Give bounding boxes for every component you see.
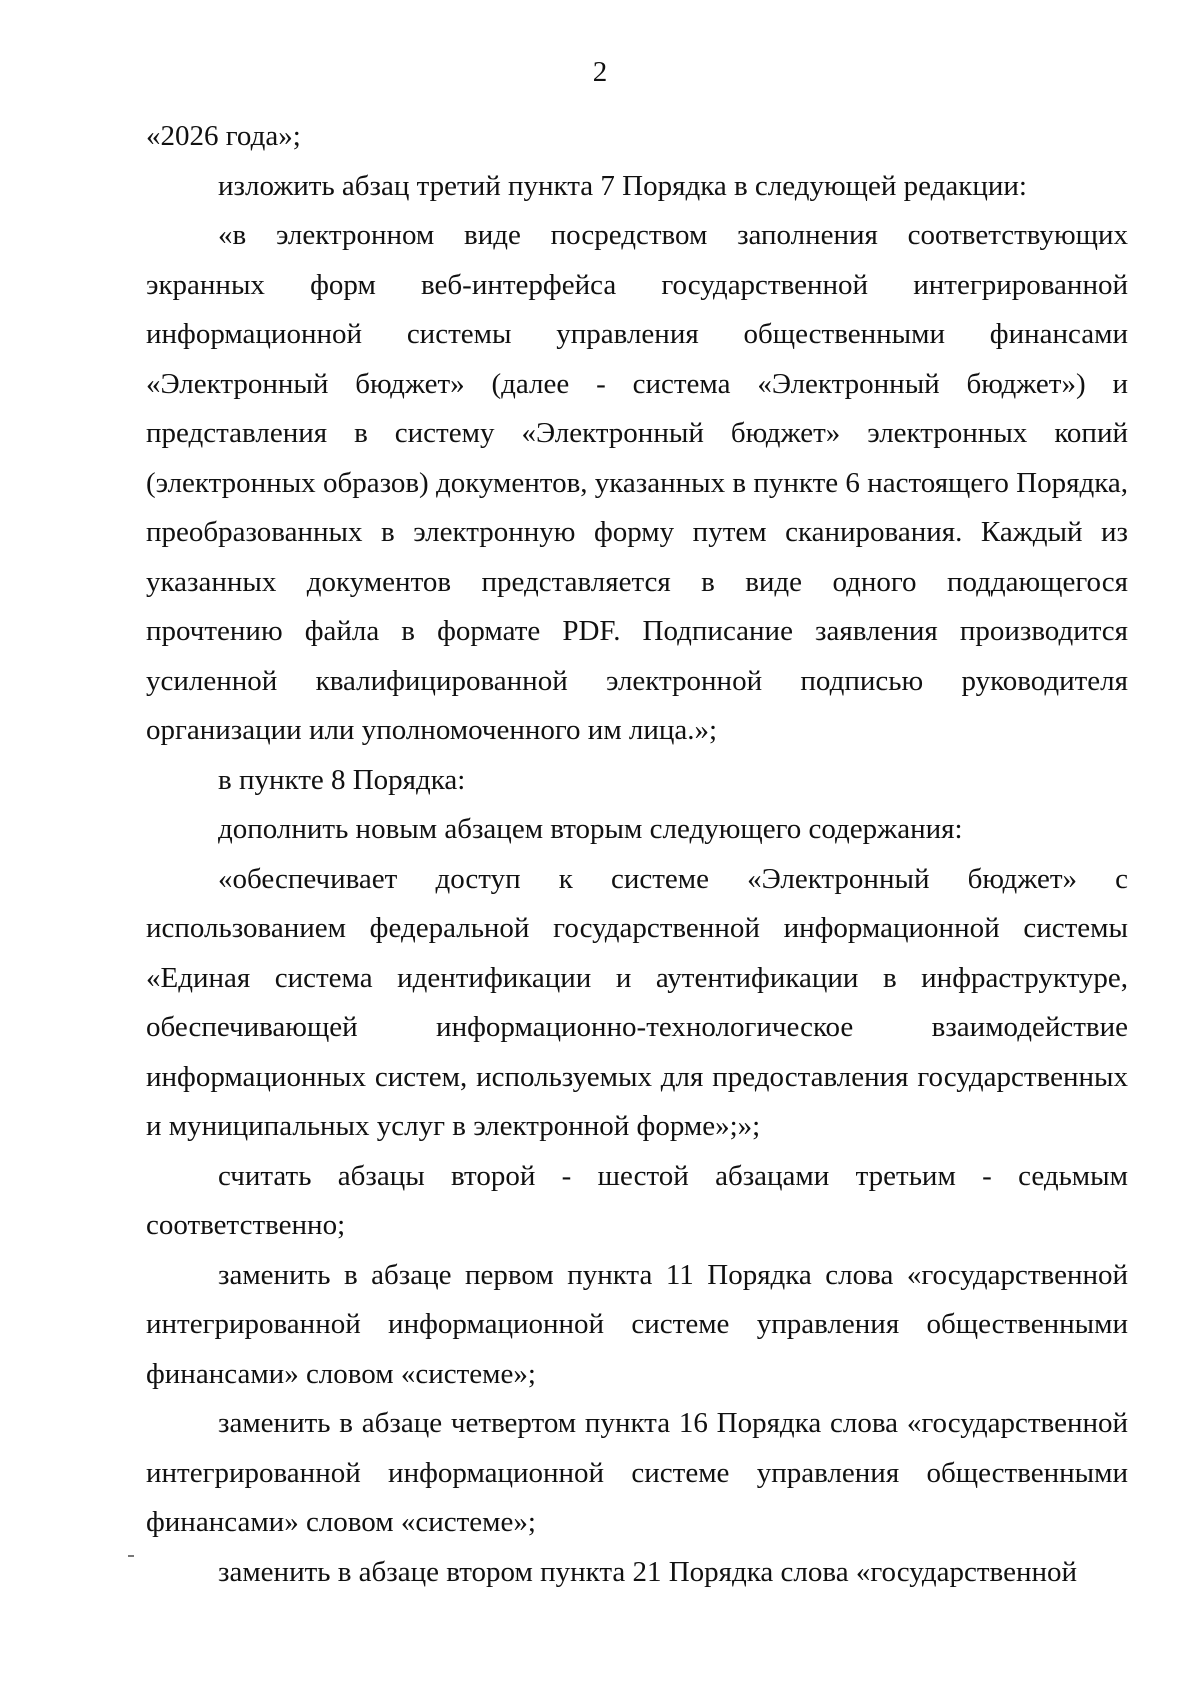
paragraph-point-8: в пункте 8 Порядка: <box>218 763 466 796</box>
paragraph-point-16: заменить в абзаце четвертом пункта 16 Порядка слова «государственной интегрированной информационной системе управления общественными финансами» словом «системе»; <box>146 1407 1128 1538</box>
page-number: 2 <box>592 56 608 88</box>
paragraph-renumber: считать абзацы второй - шестой абзацами третьим - седьмым соответственно; <box>146 1159 1128 1241</box>
paragraph-point-21: заменить в абзаце втором пункта 21 Порядка слова «государственной <box>218 1555 1077 1588</box>
paragraph-electronic-submission: «в электронном виде посредством заполнения соответствующих экранных форм веб-интерфейса государственной интегрированной информационной системы управления общественными финансами «Электронный бюджет» (далее - система «Электронный бюджет») и представления в систему «Электронный бюджет» электронных копий (электронных образов) документов, указанных в пункте 6 настоящего Порядка, преобразованных в электронную форму путем сканирования. Каждый из указанных документов представляется в виде одного поддающегося прочтению файла в формате PDF. Подписание заявления производится усиленной квалифицированной электронной подписью руководителя организации или уполномоченного им лица.»; <box>146 219 1128 746</box>
paragraph-point-11: заменить в абзаце первом пункта 11 Порядка слова «государственной интегрированной информационной системе управления общественными финансами» словом «системе»; <box>146 1258 1128 1390</box>
paragraph-access-esia: «обеспечивает доступ к системе «Электронный бюджет» с использованием федеральной государственной информационной системы «Единая система идентификации и аутентификации в инфраструктуре, обеспечивающей информационно-технологическое взаимодействие информационных систем, используемых для предоставления государственных и муниципальных услуг в электронной форме»;»; <box>146 862 1128 1142</box>
scan-artifact-mark <box>128 1555 134 1557</box>
document-body <box>146 112 1128 1597</box>
paragraph-add-second-abzac: дополнить новым абзацем вторым следующего содержания: <box>218 813 963 845</box>
paragraph-year-quote: «2026 года»; <box>146 120 301 152</box>
paragraph-amend-point-7: изложить абзац третий пункта 7 Порядка в следующей редакции: <box>218 169 1027 202</box>
